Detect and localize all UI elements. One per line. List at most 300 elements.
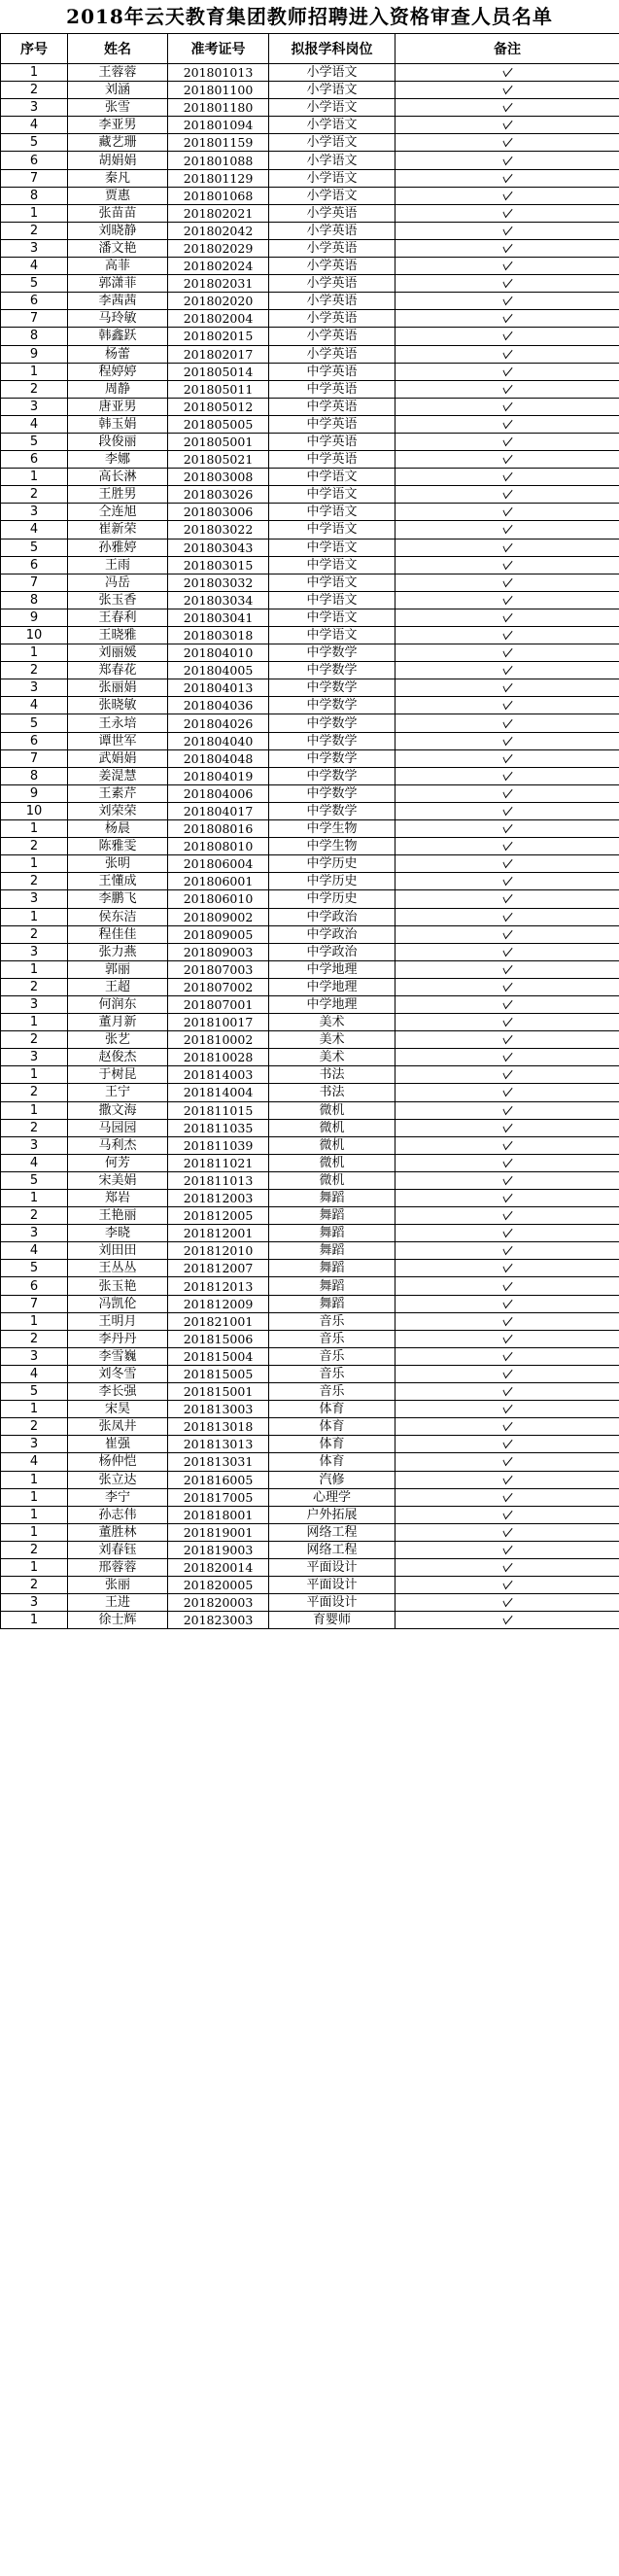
table-row <box>1 714 619 732</box>
check-mark-icon <box>502 275 512 289</box>
table-row <box>1 1295 619 1312</box>
check-mark-icon <box>502 749 512 763</box>
cell-note <box>395 1295 619 1312</box>
cell-post: 中学数学 <box>269 784 395 802</box>
cell-note <box>395 1066 619 1084</box>
cell-no: 3 <box>1 943 68 960</box>
check-mark-icon <box>502 784 512 798</box>
cell-post: 小学英语 <box>269 275 395 293</box>
cell-exam-number: 201809003 <box>168 943 269 960</box>
cell-no: 3 <box>1 239 68 257</box>
header-post: 拟报学科岗位 <box>269 34 395 64</box>
cell-exam-number: 201813031 <box>168 1453 269 1471</box>
cell-exam-number: 201811015 <box>168 1101 269 1119</box>
cell-exam-number: 201801094 <box>168 117 269 134</box>
check-mark-icon <box>502 1031 512 1045</box>
cell-post: 中学地理 <box>269 978 395 995</box>
check-mark-icon <box>502 134 512 148</box>
cell-name: 刘春钰 <box>68 1541 168 1558</box>
table-row <box>1 644 619 662</box>
table-row <box>1 943 619 960</box>
cell-exam-number: 201801013 <box>168 64 269 82</box>
cell-no: 5 <box>1 539 68 556</box>
table-row <box>1 1453 619 1471</box>
cell-name: 姜湜慧 <box>68 767 168 784</box>
cell-post: 舞蹈 <box>269 1260 395 1277</box>
cell-name: 马利杰 <box>68 1136 168 1154</box>
cell-no: 2 <box>1 1207 68 1225</box>
table-row <box>1 239 619 257</box>
table-row <box>1 978 619 995</box>
cell-name: 宋昊 <box>68 1401 168 1418</box>
cell-name: 杨仲恺 <box>68 1453 168 1471</box>
cell-note <box>395 415 619 433</box>
header-name: 姓名 <box>68 34 168 64</box>
cell-post: 户外拓展 <box>269 1506 395 1523</box>
table-row <box>1 627 619 644</box>
cell-no: 1 <box>1 1471 68 1488</box>
cell-note <box>395 1190 619 1207</box>
cell-post: 中学英语 <box>269 433 395 450</box>
check-mark-icon <box>502 995 512 1009</box>
cell-no: 6 <box>1 152 68 169</box>
table-row <box>1 1418 619 1436</box>
check-mark-icon <box>502 363 512 376</box>
cell-name: 王明月 <box>68 1312 168 1330</box>
cell-post: 中学数学 <box>269 679 395 697</box>
cell-exam-number: 201805001 <box>168 433 269 450</box>
cell-post: 小学语文 <box>269 134 395 152</box>
cell-post: 小学英语 <box>269 345 395 363</box>
cell-post: 小学英语 <box>269 222 395 239</box>
table-row <box>1 732 619 749</box>
cell-post: 小学英语 <box>269 328 395 345</box>
cell-note <box>395 451 619 469</box>
cell-exam-number: 201803008 <box>168 469 269 486</box>
check-mark-icon <box>502 328 512 341</box>
cell-exam-number: 201804017 <box>168 802 269 819</box>
cell-exam-number: 201806010 <box>168 890 269 908</box>
cell-note <box>395 1014 619 1031</box>
cell-name: 胡娟娟 <box>68 152 168 169</box>
cell-no: 9 <box>1 345 68 363</box>
cell-name: 冯岳 <box>68 574 168 591</box>
cell-no: 2 <box>1 1119 68 1136</box>
check-mark-icon <box>502 1383 512 1397</box>
table-row <box>1 1171 619 1189</box>
cell-post: 中学数学 <box>269 732 395 749</box>
table-row <box>1 293 619 310</box>
table-row <box>1 556 619 574</box>
cell-name: 王素芹 <box>68 784 168 802</box>
table-row <box>1 749 619 767</box>
table-row <box>1 591 619 609</box>
cell-no: 5 <box>1 714 68 732</box>
table-row <box>1 1260 619 1277</box>
cell-post: 中学数学 <box>269 697 395 714</box>
cell-post: 书法 <box>269 1066 395 1084</box>
cell-post: 平面设计 <box>269 1577 395 1594</box>
table-row <box>1 1031 619 1049</box>
table-row <box>1 855 619 873</box>
check-mark-icon <box>502 1277 512 1291</box>
cell-name: 徐士辉 <box>68 1612 168 1629</box>
cell-note <box>395 1418 619 1436</box>
cell-no: 1 <box>1 363 68 380</box>
cell-note <box>395 925 619 943</box>
table-row <box>1 1401 619 1418</box>
cell-note <box>395 398 619 415</box>
check-mark-icon <box>502 152 512 165</box>
cell-note <box>395 134 619 152</box>
table-row <box>1 1190 619 1207</box>
check-mark-icon <box>502 204 512 218</box>
cell-note <box>395 609 619 626</box>
cell-note <box>395 1225 619 1242</box>
cell-name: 程婷婷 <box>68 363 168 380</box>
cell-exam-number: 201811013 <box>168 1171 269 1189</box>
cell-name: 王超 <box>68 978 168 995</box>
cell-name: 秦凡 <box>68 169 168 187</box>
table-row <box>1 1277 619 1295</box>
cell-no: 6 <box>1 451 68 469</box>
check-mark-icon <box>502 1136 512 1150</box>
cell-post: 小学语文 <box>269 64 395 82</box>
cell-name: 段俊丽 <box>68 433 168 450</box>
cell-no: 8 <box>1 187 68 204</box>
cell-note <box>395 1577 619 1594</box>
table-row <box>1 890 619 908</box>
cell-name: 邢蓉蓉 <box>68 1558 168 1576</box>
table-row <box>1 134 619 152</box>
cell-no: 6 <box>1 732 68 749</box>
cell-no: 2 <box>1 1577 68 1594</box>
cell-note <box>395 433 619 450</box>
cell-name: 李鹏飞 <box>68 890 168 908</box>
cell-no: 10 <box>1 627 68 644</box>
table-row <box>1 820 619 838</box>
table-row <box>1 380 619 398</box>
cell-post: 中学英语 <box>269 363 395 380</box>
check-mark-icon <box>502 591 512 605</box>
cell-exam-number: 201812009 <box>168 1295 269 1312</box>
cell-exam-number: 201804040 <box>168 732 269 749</box>
cell-post: 中学语文 <box>269 469 395 486</box>
cell-exam-number: 201820005 <box>168 1577 269 1594</box>
cell-no: 8 <box>1 591 68 609</box>
cell-post: 美术 <box>269 1031 395 1049</box>
cell-post: 舞蹈 <box>269 1295 395 1312</box>
cell-post: 舞蹈 <box>269 1242 395 1260</box>
cell-no: 3 <box>1 1594 68 1612</box>
check-mark-icon <box>502 1171 512 1185</box>
check-mark-icon <box>502 890 512 904</box>
cell-exam-number: 201807003 <box>168 960 269 978</box>
cell-note <box>395 1242 619 1260</box>
cell-note <box>395 275 619 293</box>
cell-name: 张玉艳 <box>68 1277 168 1295</box>
cell-post: 小学语文 <box>269 152 395 169</box>
cell-exam-number: 201815005 <box>168 1365 269 1382</box>
cell-exam-number: 201819001 <box>168 1523 269 1541</box>
cell-no: 3 <box>1 1347 68 1365</box>
cell-exam-number: 201804010 <box>168 644 269 662</box>
cell-name: 崔强 <box>68 1436 168 1453</box>
table-row <box>1 1541 619 1558</box>
cell-no: 1 <box>1 204 68 222</box>
cell-exam-number: 201815001 <box>168 1383 269 1401</box>
cell-exam-number: 201804036 <box>168 697 269 714</box>
check-mark-icon <box>502 1119 512 1132</box>
cell-name: 张明 <box>68 855 168 873</box>
cell-post: 小学语文 <box>269 169 395 187</box>
cell-name: 郑岩 <box>68 1190 168 1207</box>
cell-name: 王宁 <box>68 1084 168 1101</box>
cell-no: 3 <box>1 995 68 1013</box>
table-row <box>1 1101 619 1119</box>
cell-note <box>395 1558 619 1576</box>
cell-post: 中学语文 <box>269 574 395 591</box>
cell-name: 武娟娟 <box>68 749 168 767</box>
cell-exam-number: 201802029 <box>168 239 269 257</box>
cell-exam-number: 201810017 <box>168 1014 269 1031</box>
table-row <box>1 574 619 591</box>
cell-note <box>395 1347 619 1365</box>
cell-post: 中学政治 <box>269 908 395 925</box>
cell-no: 2 <box>1 222 68 239</box>
cell-exam-number: 201803018 <box>168 627 269 644</box>
check-mark-icon <box>502 627 512 641</box>
cell-post: 中学数学 <box>269 662 395 679</box>
cell-note <box>395 239 619 257</box>
cell-note <box>395 802 619 819</box>
cell-name: 刘田田 <box>68 1242 168 1260</box>
cell-exam-number: 201808016 <box>168 820 269 838</box>
cell-name: 张丽 <box>68 1577 168 1594</box>
table-row <box>1 415 619 433</box>
cell-exam-number: 201802020 <box>168 293 269 310</box>
cell-name: 何润东 <box>68 995 168 1013</box>
cell-post: 舞蹈 <box>269 1277 395 1295</box>
cell-no: 5 <box>1 433 68 450</box>
cell-name: 何芳 <box>68 1154 168 1171</box>
cell-no: 3 <box>1 1136 68 1154</box>
table-row <box>1 504 619 521</box>
cell-name: 张立达 <box>68 1471 168 1488</box>
cell-no: 1 <box>1 1401 68 1418</box>
cell-post: 中学语文 <box>269 556 395 574</box>
table-row <box>1 1471 619 1488</box>
cell-no: 3 <box>1 679 68 697</box>
cell-no: 1 <box>1 469 68 486</box>
check-mark-icon <box>502 117 512 130</box>
cell-post: 中学语文 <box>269 486 395 504</box>
cell-post: 心理学 <box>269 1488 395 1506</box>
cell-note <box>395 486 619 504</box>
cell-note <box>395 1049 619 1066</box>
cell-post: 微机 <box>269 1171 395 1189</box>
check-mark-icon <box>502 258 512 271</box>
cell-no: 4 <box>1 1453 68 1471</box>
check-mark-icon <box>502 1014 512 1027</box>
cell-note <box>395 627 619 644</box>
check-mark-icon <box>502 767 512 781</box>
cell-post: 平面设计 <box>269 1594 395 1612</box>
cell-exam-number: 201821001 <box>168 1312 269 1330</box>
cell-note <box>395 1383 619 1401</box>
cell-no: 4 <box>1 415 68 433</box>
table-row <box>1 662 619 679</box>
cell-no: 1 <box>1 1014 68 1031</box>
check-mark-icon <box>502 1541 512 1554</box>
check-mark-icon <box>502 732 512 746</box>
cell-no: 4 <box>1 1365 68 1382</box>
cell-post: 育婴师 <box>269 1612 395 1629</box>
cell-exam-number: 201804026 <box>168 714 269 732</box>
cell-no: 6 <box>1 556 68 574</box>
table-row <box>1 99 619 117</box>
cell-name: 张凤井 <box>68 1418 168 1436</box>
cell-exam-number: 201814003 <box>168 1066 269 1084</box>
cell-exam-number: 201806004 <box>168 855 269 873</box>
cell-post: 音乐 <box>269 1312 395 1330</box>
table-row <box>1 1330 619 1347</box>
table-row <box>1 1312 619 1330</box>
cell-no: 2 <box>1 1418 68 1436</box>
cell-note <box>395 943 619 960</box>
cell-exam-number: 201803015 <box>168 556 269 574</box>
cell-no: 1 <box>1 908 68 925</box>
cell-note <box>395 1523 619 1541</box>
check-mark-icon <box>502 943 512 957</box>
table-row <box>1 1136 619 1154</box>
cell-exam-number: 201812010 <box>168 1242 269 1260</box>
cell-name: 李宁 <box>68 1488 168 1506</box>
cell-note <box>395 1506 619 1523</box>
table-row <box>1 1207 619 1225</box>
cell-exam-number: 201820014 <box>168 1558 269 1576</box>
cell-no: 8 <box>1 767 68 784</box>
check-mark-icon <box>502 1365 512 1378</box>
cell-no: 4 <box>1 258 68 275</box>
cell-no: 4 <box>1 1154 68 1171</box>
cell-post: 音乐 <box>269 1347 395 1365</box>
cell-note <box>395 1207 619 1225</box>
cell-exam-number: 201804019 <box>168 767 269 784</box>
cell-no: 3 <box>1 1225 68 1242</box>
cell-no: 2 <box>1 925 68 943</box>
cell-post: 中学政治 <box>269 943 395 960</box>
cell-note <box>395 1171 619 1189</box>
cell-name: 李雪巍 <box>68 1347 168 1365</box>
check-mark-icon <box>502 345 512 359</box>
cell-exam-number: 201818001 <box>168 1506 269 1523</box>
check-mark-icon <box>502 1101 512 1115</box>
cell-name: 陈雅雯 <box>68 838 168 855</box>
check-mark-icon <box>502 908 512 922</box>
check-mark-icon <box>502 1453 512 1467</box>
check-mark-icon <box>502 415 512 429</box>
cell-name: 藏艺珊 <box>68 134 168 152</box>
cell-no: 1 <box>1 855 68 873</box>
cell-no: 3 <box>1 890 68 908</box>
cell-no: 2 <box>1 838 68 855</box>
cell-name: 郭丽 <box>68 960 168 978</box>
table-row <box>1 1523 619 1541</box>
cell-no: 5 <box>1 1171 68 1189</box>
cell-no: 1 <box>1 1066 68 1084</box>
cell-post: 音乐 <box>269 1330 395 1347</box>
cell-name: 郭潇菲 <box>68 275 168 293</box>
cell-exam-number: 201809002 <box>168 908 269 925</box>
cell-name: 王雨 <box>68 556 168 574</box>
check-mark-icon <box>502 187 512 200</box>
cell-post: 中学数学 <box>269 767 395 784</box>
cell-exam-number: 201805014 <box>168 363 269 380</box>
check-mark-icon <box>502 855 512 869</box>
cell-no: 5 <box>1 1260 68 1277</box>
cell-note <box>395 222 619 239</box>
table-row <box>1 1383 619 1401</box>
cell-post: 中学英语 <box>269 451 395 469</box>
cell-post: 微机 <box>269 1154 395 1171</box>
cell-name: 张雪 <box>68 99 168 117</box>
cell-exam-number: 201810028 <box>168 1049 269 1066</box>
cell-exam-number: 201802042 <box>168 222 269 239</box>
cell-exam-number: 201801159 <box>168 134 269 152</box>
cell-post: 音乐 <box>269 1383 395 1401</box>
cell-post: 中学英语 <box>269 415 395 433</box>
cell-name: 王晓雅 <box>68 627 168 644</box>
cell-post: 小学语文 <box>269 82 395 99</box>
cell-note <box>395 117 619 134</box>
check-mark-icon <box>502 1506 512 1519</box>
cell-post: 体育 <box>269 1401 395 1418</box>
cell-name: 韩鑫跃 <box>68 328 168 345</box>
cell-note <box>395 152 619 169</box>
cell-note <box>395 82 619 99</box>
check-mark-icon <box>502 521 512 535</box>
cell-no: 2 <box>1 486 68 504</box>
check-mark-icon <box>502 960 512 974</box>
cell-note <box>395 187 619 204</box>
cell-note <box>395 1031 619 1049</box>
check-mark-icon <box>502 1436 512 1449</box>
cell-note <box>395 1365 619 1382</box>
cell-no: 7 <box>1 749 68 767</box>
table-row <box>1 328 619 345</box>
cell-post: 中学地理 <box>269 960 395 978</box>
cell-note <box>395 504 619 521</box>
cell-exam-number: 201801100 <box>168 82 269 99</box>
cell-name: 高菲 <box>68 258 168 275</box>
cell-post: 中学数学 <box>269 749 395 767</box>
cell-exam-number: 201812003 <box>168 1190 269 1207</box>
cell-post: 网络工程 <box>269 1541 395 1558</box>
cell-no: 6 <box>1 1277 68 1295</box>
cell-note <box>395 890 619 908</box>
cell-no: 6 <box>1 293 68 310</box>
cell-exam-number: 201815004 <box>168 1347 269 1365</box>
cell-no: 9 <box>1 609 68 626</box>
table-row <box>1 451 619 469</box>
cell-exam-number: 201806001 <box>168 873 269 890</box>
cell-note <box>395 1453 619 1471</box>
cell-name: 侯东洁 <box>68 908 168 925</box>
cell-post: 小学英语 <box>269 293 395 310</box>
cell-post: 小学英语 <box>269 204 395 222</box>
cell-exam-number: 201814004 <box>168 1084 269 1101</box>
